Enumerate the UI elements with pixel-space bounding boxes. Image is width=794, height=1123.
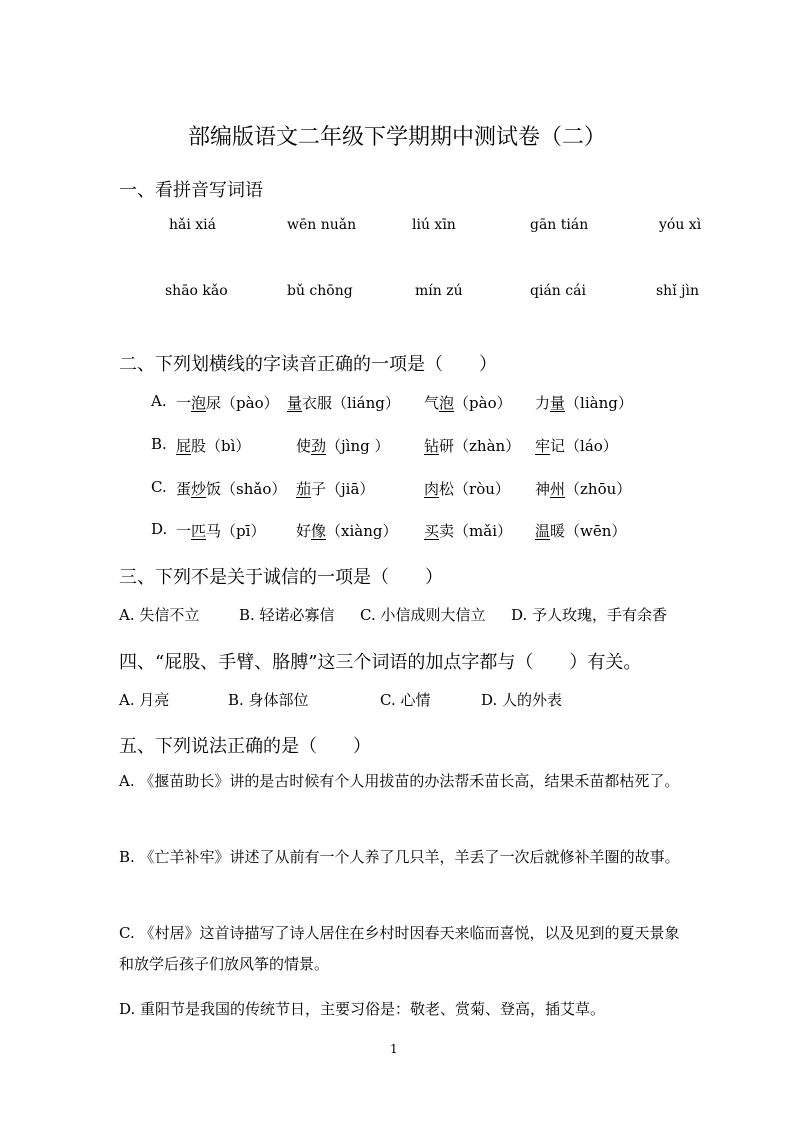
answer-option: D. 人的外表 bbox=[481, 691, 563, 709]
pinyin-item: bǔ chōng bbox=[287, 283, 353, 299]
pronunciation-item: 茄子（jiā） bbox=[296, 480, 375, 498]
pronunciation-item: 神州（zhōu） bbox=[535, 480, 632, 498]
pronunciation-item: 量衣服（liáng） bbox=[287, 394, 400, 412]
option-label: B. bbox=[151, 435, 167, 453]
section3-heading: 三、下列不是关于诚信的一项是（ ） bbox=[119, 567, 443, 588]
pinyin-item: hǎi xiá bbox=[169, 217, 217, 233]
answer-option: A. 《揠苗助长》讲的是古时候有个人用拔苗的办法帮禾苗长高，结果禾苗都枯死了。 bbox=[119, 772, 680, 790]
section4-heading: 四、“屁股、手臂、胳膊”这三个词语的加点字都与（ ）有关。 bbox=[119, 652, 642, 673]
section2-heading: 二、下列划横线的字读音正确的一项是（ ） bbox=[119, 354, 497, 375]
pinyin-item: mín zú bbox=[415, 283, 463, 299]
pinyin-item: yóu xì bbox=[659, 217, 702, 233]
section5-heading: 五、下列说法正确的是（ ） bbox=[119, 736, 371, 757]
answer-option: C. 小信成则大信立 bbox=[360, 606, 486, 624]
pronunciation-item: 一匹马（pī） bbox=[176, 522, 266, 540]
pronunciation-item: 买卖（mǎi） bbox=[424, 522, 512, 540]
answer-option: B. 轻诺必寡信 bbox=[239, 606, 335, 624]
pronunciation-item: 一泡尿（pào） bbox=[176, 394, 279, 412]
answer-option: C. 《村居》这首诗描写了诗人居住在乡村时因春天来临而喜悦，以及见到的夏天景象和放学后孩子们放风筝的情景。 bbox=[119, 924, 680, 973]
section1-heading: 一、看拼音写词语 bbox=[119, 180, 263, 201]
page-title: 部编版语文二年级下学期期中测试卷（二） bbox=[187, 125, 606, 150]
pronunciation-item: 牢记（láo） bbox=[535, 437, 618, 455]
pronunciation-item: 好像（xiàng） bbox=[296, 522, 398, 540]
answer-option: D. 重阳节是我国的传统节日，主要习俗是：敬老、赏菊、登高，插艾草。 bbox=[119, 1000, 606, 1018]
option-label: C. bbox=[151, 478, 167, 496]
answer-option: A. 月亮 bbox=[119, 691, 170, 709]
answer-option: B. 身体部位 bbox=[228, 691, 309, 709]
pronunciation-item: 力量（liàng） bbox=[535, 394, 633, 412]
answer-option: B. 《亡羊补牢》讲述了从前有一个人养了几只羊，羊丢了一次后就修补羊圈的故事。 bbox=[119, 848, 680, 866]
pronunciation-item: 钻研（zhàn） bbox=[424, 437, 521, 455]
option-label: D. bbox=[151, 520, 168, 538]
answer-option: D. 予人玫瑰，手有余香 bbox=[511, 606, 668, 624]
pinyin-item: qián cái bbox=[530, 283, 586, 299]
pronunciation-item: 气泡（pào） bbox=[424, 394, 512, 412]
pinyin-item: shāo kǎo bbox=[165, 283, 228, 299]
pinyin-item: gān tián bbox=[530, 217, 589, 233]
pronunciation-item: 蛋炒饭（shǎo） bbox=[176, 480, 287, 498]
pinyin-item: liú xīn bbox=[412, 217, 456, 233]
pronunciation-item: 肉松（ròu） bbox=[424, 480, 510, 498]
option-label: A. bbox=[151, 392, 167, 410]
page-number: 1 bbox=[390, 1042, 398, 1056]
pronunciation-item: 使劲（jìng ） bbox=[296, 437, 390, 455]
pronunciation-item: 温暖（wēn） bbox=[535, 522, 627, 540]
answer-option: C. 心情 bbox=[380, 691, 431, 709]
answer-option: A. 失信不立 bbox=[119, 606, 200, 624]
pinyin-item: wēn nuǎn bbox=[287, 217, 357, 233]
pinyin-item: shǐ jìn bbox=[656, 283, 699, 299]
pronunciation-item: 屁股（bì） bbox=[176, 437, 251, 455]
